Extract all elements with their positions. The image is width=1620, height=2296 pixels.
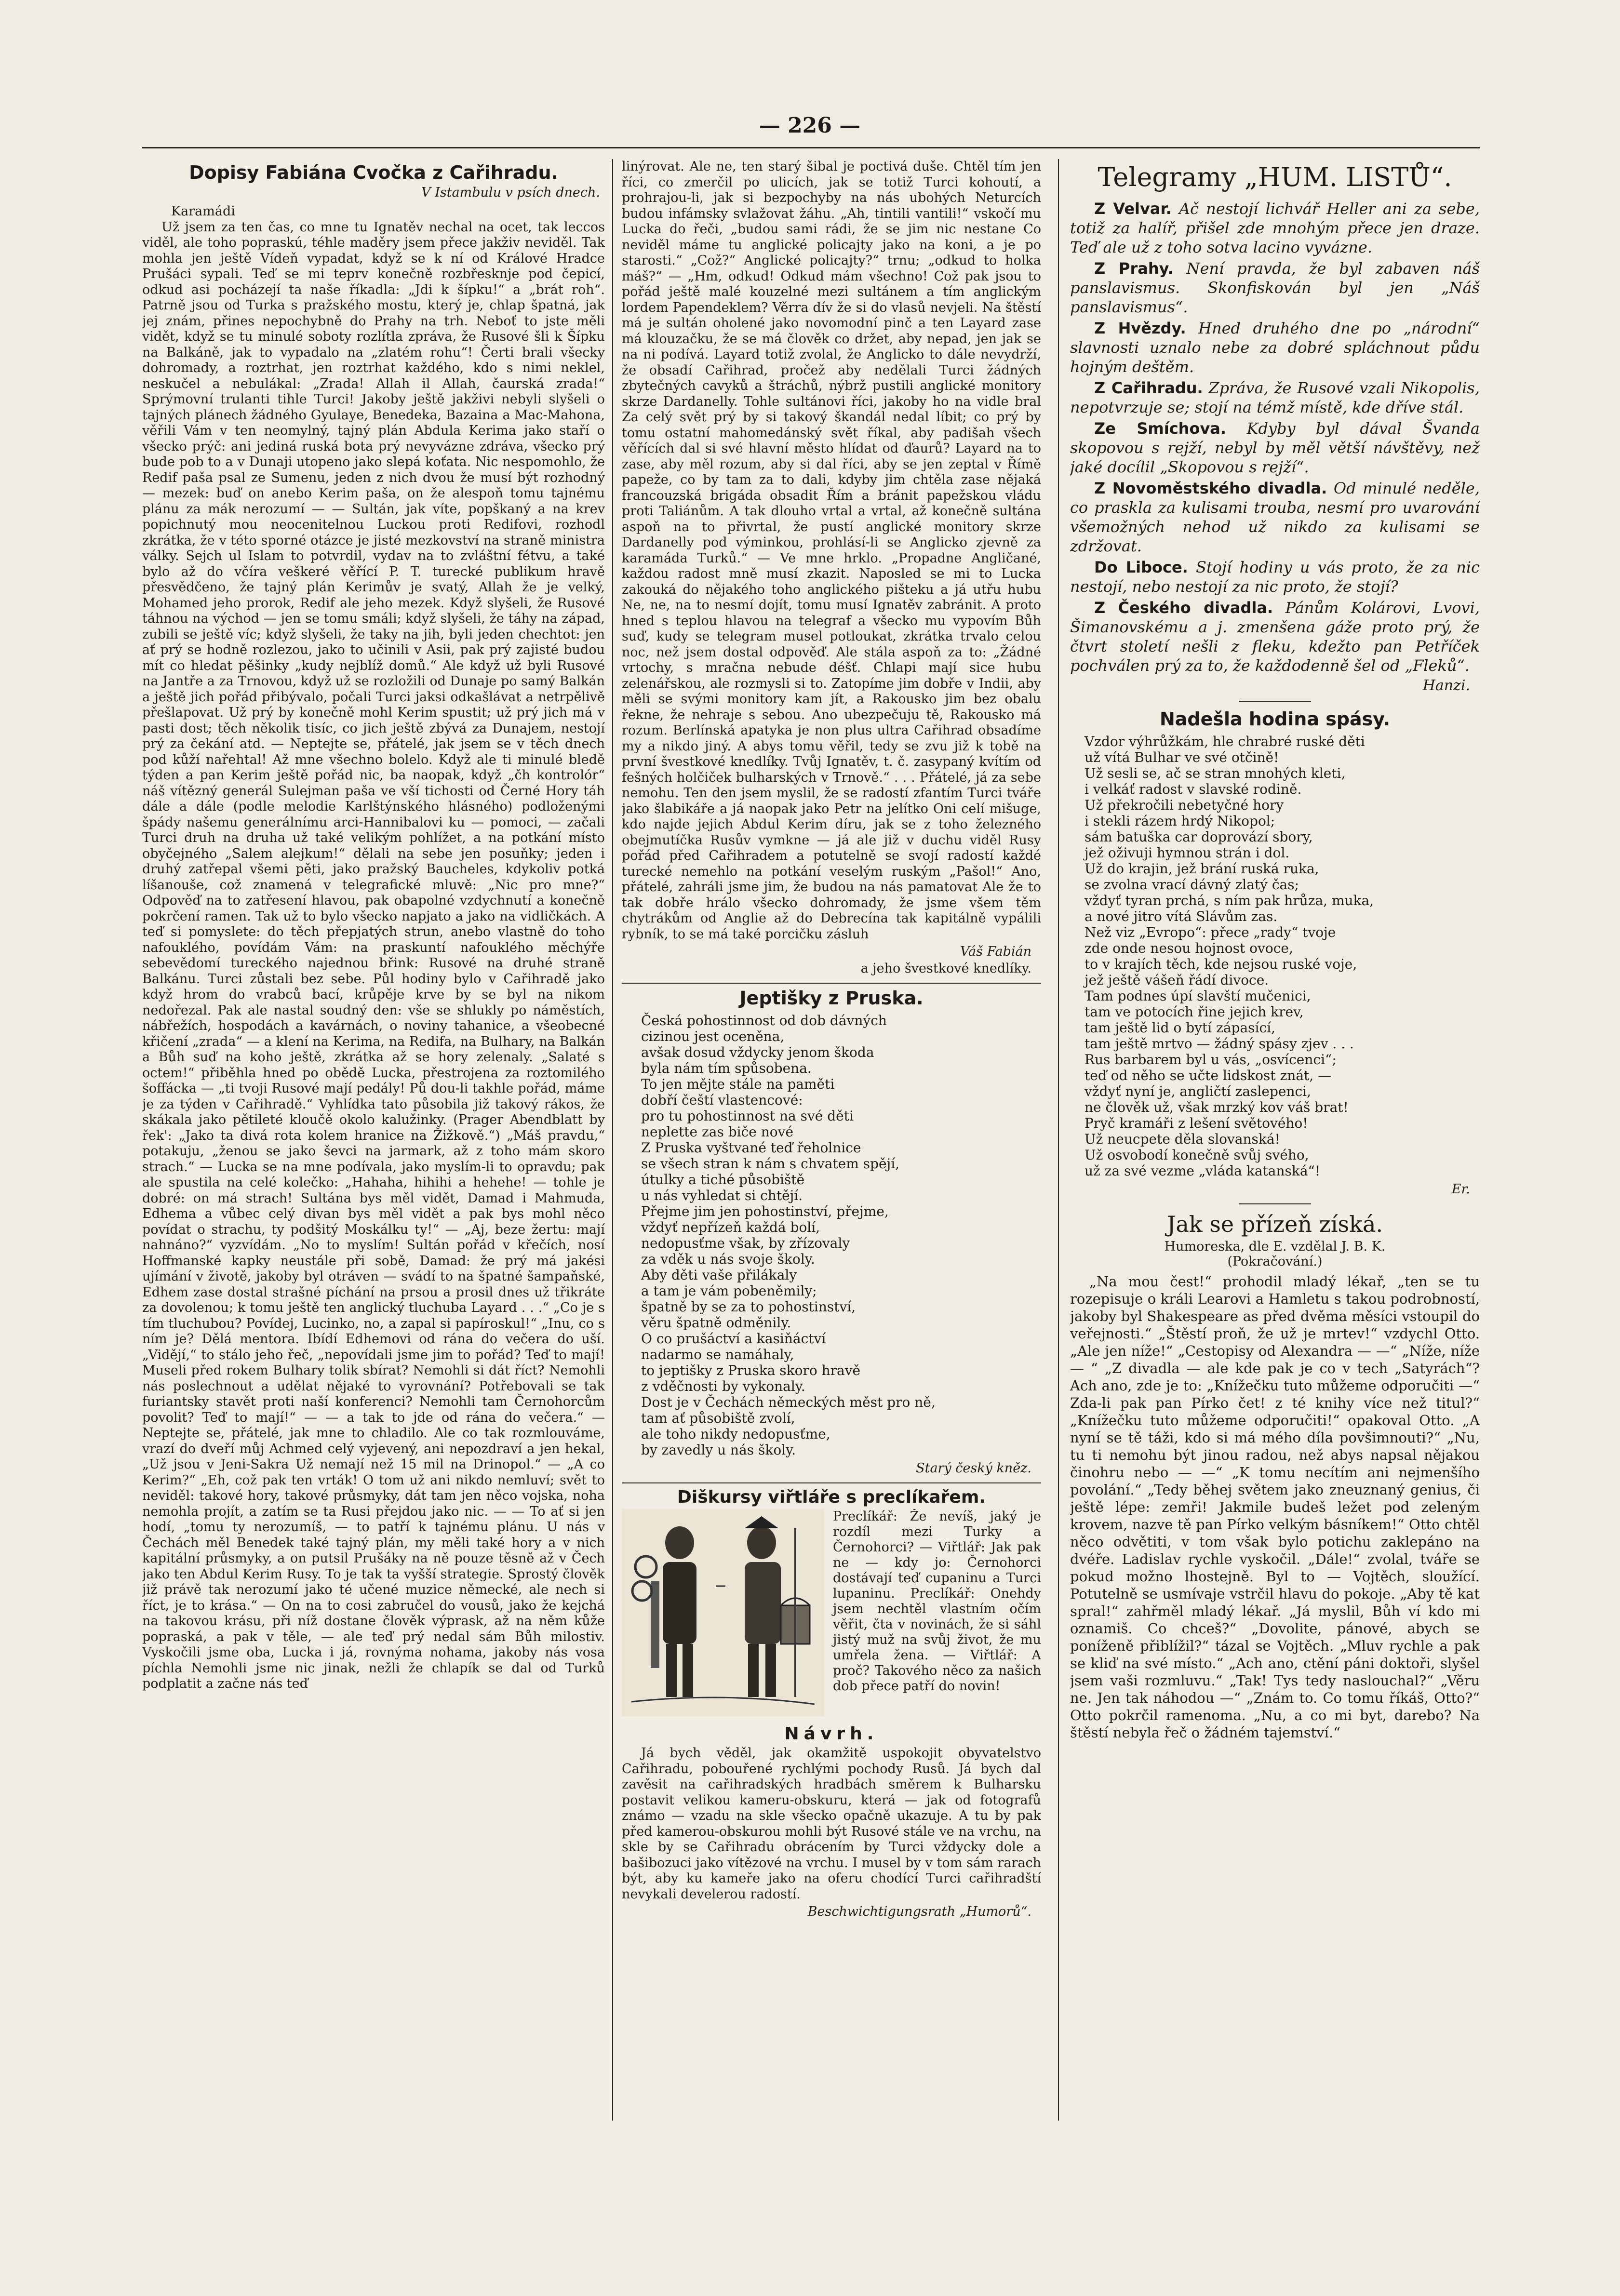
- telegram-text: Hned druhého dne po „národní“ slavnosti uznalo nebe za dobré spláchnout půdu hojným deštěm.: [1070, 319, 1480, 376]
- poem-line: To jen mějte stále na paměti: [641, 1076, 835, 1092]
- telegram-place: Z Novoměstského divadla.: [1094, 479, 1327, 497]
- section-rule: [622, 983, 1041, 984]
- poem-title: Jeptišky z Pruska.: [739, 988, 924, 1009]
- section-rule: [1239, 701, 1311, 702]
- telegram-item: [1070, 558, 1480, 596]
- story-body: „Na mou čest!“ prohodil mladý lékař, „ten se tu rozepisuje o králi Learovi a Hamletu s takou podrobností, jakoby byl Shakespeare as před dvěma měsíci vstoupil do veřejnosti.“ „Štěstí proň, že už je mrtev!“ vzdychl Otto. „Ale jen níže!“ „Cestopisy od Alexandra — —“ „Níže, níže — “ „Z divadla — ale kde pak je co v tech „Satyrách“? Ach ano, zde je to: „Knížečku tuto můžeme odporučiti —“ Zda-li pak pan Pírko čet! z té knihy více než titul?“ „Knížečku tuto můžeme odporučiti!“ opakoval Otto. „A nyní se tě táži, kdo si má mého díla povšimnouti?“ „Nu, tu ti nemohu být jinou radou, než abys napsal nějakou činohru nebo — —“ „K tomu necítím ani nejmenšího povolání.“ „Tedy běhej světem jako zneuznaný genius, či ještě lépe: zemři! Jakmile budeš ležet pod zeleným krovem, nazve tě pan Pírko velkým básníkem!“ Otto chtěl něco odvětiti, v tom však bylo potichu zaklepáno na dvéře. Ladislav rychle vyskočil. „Dále!“ zvolal, tváře se pokud možno lhostejně. Byl to — Vojtěch, sloužící. Potutelně se usmívaje vstrčil hlavu do pokoje. „Aby tě kat spral!“ zahřměl mladý lékař. „Já myslil, Bůh ví kdo mi oznamiš. Co chceš?“ „Dovolite, pánové, abych se poníženě přiblížil?“ tázal se Vojtěch. „Mluv rychle a pak se kliď na své místo.“ „Ach ano, ctění páni doktoři, slyšel jsem vaši rozmluvu.“ „Tak! Tys tedy naslouchal?“ „Věru ne. Jen tak náhodou —“ „Znám to. Co tomu říkáš, Otto?“ Otto pokrčil ramenoma. „Nu, a co mi byt, darebo? Na štěstí nebyla řeč o žádném tajemství.“: [1070, 1273, 1480, 1741]
- poem-line: útulky a tiché působiště: [641, 1172, 805, 1188]
- poem-line: to v krajích těch, kde nejsou ruské voje,: [1084, 956, 1357, 972]
- story-continued: (Pokračování.): [1227, 1254, 1323, 1269]
- poem-line: teď od něho se učte lidskost znát, —: [1084, 1068, 1332, 1083]
- poem-title: Nadešla hodina spásy.: [1159, 708, 1391, 730]
- column-middle: [622, 159, 1041, 2130]
- poem-line: za vděk u nás svoje školy.: [641, 1251, 815, 1267]
- poem-line: Z Pruska vyštvané teď řeholnice: [641, 1140, 861, 1156]
- telegram-place: Z Prahy.: [1094, 259, 1174, 278]
- telegram-item: [1070, 259, 1480, 317]
- poem-line: jež ještě vášeň řádí divoce.: [1084, 972, 1269, 988]
- telegram-item: [1070, 378, 1480, 417]
- column-letters: [142, 159, 605, 2130]
- telegram-item: [1070, 479, 1480, 556]
- proposal-body: Já bych věděl, jak okamžitě uspokojit obyvatelstvo Cařihradu, pobouřené rychlými pochody Rusů. Já bych dal zavěsit na cařihradských hradbách směrem k Bulharsku postavit velikou kameru-obskuru, která — jak od fotografů známo — vzadu na skle všecko opačně ukazuje. A tu by pak před kamerou-obskurou mohli být Rusové stále ve na vrchu, na skle by se Cařihradu obrácením by Turci vždycky dole a bašibozuci jako vítězové na vrchu. I musel by v tom sám rarach být, aby ku kameře jako na oferu chodící Turci cařihradští nevykali develerou radostí.: [622, 1746, 1041, 1902]
- poem-line: dobří čeští vlastencové:: [641, 1092, 803, 1108]
- telegram-item: [1070, 419, 1480, 477]
- telegram-place: Z Českého divadla.: [1094, 599, 1273, 617]
- poem-line: Rus barbarem byl u vás, „osvícenci“;: [1084, 1052, 1337, 1068]
- poem-line: Už neucpete děla slovanská!: [1084, 1131, 1280, 1147]
- telegram-place: Do Liboce.: [1094, 558, 1188, 576]
- section-rule: [622, 1482, 1041, 1483]
- poem-line: Už sesli se, ač se stran mnohých kleti,: [1084, 765, 1346, 781]
- poem-signature: Er.: [1451, 1182, 1470, 1197]
- poem-line: se zvolna vrací dávný zlatý čas;: [1084, 877, 1299, 893]
- telegram-text: Není pravda, že byl zabaven náš panslavismus. Skonfiskován byl jen „Náš panslavismus“.: [1070, 259, 1480, 316]
- telegram-item: [1070, 598, 1480, 675]
- dialogue-body: Preclíkář: Že nevíš, jaký je rozdíl mezi Turky a Černohorci? — Viřtlář: Jak pak ne — kdy jo: Černohorci dostávají teď cupaninu a Turci lupaninu. Preclíkář: Onehdy jsem nechtěl vlastním očím věřit, čta v novinách, že si sáhl jistý muž na svůj život, že mu umřela žena. — Viřtlář: A proč? Takového něco za našich dob přece patří do novin!: [833, 1509, 1041, 1694]
- telegram-text: Kdyby byl dával Švanda skopovou s rejží, nebyl by měl větší návštěvy, než jaké docílil „Skopovou s rejží“.: [1070, 419, 1480, 476]
- poem-jeptisky: [641, 1013, 1041, 1458]
- poem-line: už vítá Bulhar ve své otčině!: [1084, 749, 1279, 765]
- story-title: Jak se přízeň získá.: [1166, 1211, 1383, 1237]
- story-subtitle: Humoreska, dle E. vzdělal J. B. K.: [1164, 1239, 1386, 1254]
- poem-line: a tam je vám pobeněmily;: [641, 1283, 817, 1299]
- poem-line: avšak dosud vždycky jenom škoda: [641, 1044, 874, 1060]
- dialogue-title: Diškursy viřtláře s preclíkařem.: [677, 1487, 986, 1507]
- poem-line: zde onde nesou hojnost ovoce,: [1084, 940, 1293, 956]
- telegram-item: [1070, 199, 1480, 257]
- poem-line: by zavedly u nás školy.: [641, 1442, 796, 1458]
- poem-line: tam ještě lid o bytí zápasící,: [1084, 1020, 1276, 1036]
- poem-line: Vzdor výhrůžkám, hle chrabré ruské děti: [1084, 734, 1365, 749]
- telegram-place: Z Velvar.: [1094, 200, 1172, 218]
- poem-line: Pryč kramáři z lešení světového!: [1084, 1115, 1308, 1131]
- telegram-text: Od minulé neděle, co praskla za kulisami trouba, nesmí pro uvarování všemožných nehod už nikdo za kulisami se zdržovat.: [1070, 479, 1480, 555]
- poem-line: ne člověk už, však mrzký kov váš brat!: [1084, 1099, 1349, 1115]
- poem-line: pro tu pohostinnost na své děti: [641, 1108, 854, 1124]
- top-rule: [142, 147, 1480, 148]
- poem-signature: Starý český kněz.: [916, 1461, 1031, 1476]
- poem-line: cizinou jest oceněna,: [641, 1028, 785, 1044]
- telegrams-title: Telegramy „HUM. LISTŮ“.: [1098, 162, 1452, 192]
- telegram-text: Zpráva, že Rusové vzali Nikopolis, nepotvrzuje se; stojí na témž místě, kde dříve stál.: [1070, 379, 1480, 416]
- poem-line: nadarmo se namáhaly,: [641, 1347, 794, 1362]
- column-divider-2: [1058, 159, 1059, 2121]
- telegrams-signature: Hanzi.: [1422, 677, 1470, 694]
- telegrams-list: [1070, 199, 1480, 675]
- page-number: — 226 —: [759, 113, 861, 138]
- poem-line: Už do krajin, jež brání ruská ruka,: [1084, 861, 1319, 877]
- column-divider-1: [612, 159, 613, 2121]
- poem-line: nedopusťme však, by zřízovaly: [641, 1235, 850, 1251]
- poem-line: tam ve potocích řine jejich krev,: [1084, 1004, 1304, 1020]
- telegram-place: Ze Smíchova.: [1094, 419, 1227, 438]
- poem-line: Už osvobodí konečně svůj svého,: [1084, 1147, 1309, 1163]
- telegram-place: Z Cařihradu.: [1094, 379, 1203, 397]
- poem-line: ale toho nikdy nedopusťme,: [641, 1426, 830, 1442]
- article-title: Dopisy Fabiána Cvočka z Cařihradu.: [189, 162, 558, 183]
- proposal-signature: Beschwichtigungsrath „Humorů“.: [807, 1904, 1031, 1919]
- telegram-text: Ač nestojí lichvář Heller ani za sebe, totiž za halíř, přišel zde mnohým přece jen draze. Teď ale už z toho sotva lacino vyvázne.: [1070, 200, 1480, 256]
- telegram-text: Pánům Kolárovi, Lvovi, Šimanovskému a j. zmenšena gáže proto prý, že čtvrt století nešli z fleku, kdežto pan Petříček pochválen prý za to, že každodenně šel od „Fleků“.: [1070, 599, 1480, 675]
- poem-line: Přejme jim jen pohostinství, přejme,: [641, 1203, 889, 1219]
- poem-line: Česká pohostinnost od dob dávných: [641, 1013, 887, 1028]
- proposal-title: Návrh.: [784, 1724, 879, 1744]
- article-salutation: Karamádi: [171, 204, 235, 219]
- column-right: [1070, 159, 1480, 2130]
- article-body: Už jsem za ten čas, co mne tu Ignatěv nechal na ocet, tak leccos viděl, ale toho popraskú, téhle maděry jsem přece jakživ neviděl. Tak mohla jen ještě Vídeň vypadat, když se k ní od Králové Hradce Prušáci sypali. Teď se mi teprv konečně rozbřesknje pod čepicí, odkud asi pocházejí ta naše říkadla: „Jdi k šípku!“ a „brát roh“. Patrně jsou od Turka s pražského mostu, který je, chlap špatná, jak jej znám, přines nepochybně do Prahy na trh. Neboť to jste měli vidět, když se tu minulé soboty rozlítla zpráva, že Rusové šli k Šípku na Balkáně, jak to vypadalo na „zlatém rohu“! Čerti brali všecky dohromady, a roztrhat, jen roztrhat každého, kdo s nimi neklel, neskučel a nebulákal: „Zrada! Allah il Allah, čaurská zrada!“ Sprýmovní trulanti tihle Turci! Jakoby ještě jakživi nebyli slyšeli o tajných plánech žádného Gyulaye, Benedeka, Bazaina a Mac-Mahona, věřili Vám v ten neomylný, tajný plán Abdula Kerima jako staří o všecko prýč: ani jediná ruská bota prý nevyvázne zdráva, všecko prý bude pob to a v Dunaji utopeno jako slepá koťata. Nic nespomohlo, že Redif paša psal ze Sumenu, jeden z nich dvou že musí být rozhodný — mezek: buď on anebo Kerim paša, on že alespoň tomu tajnému plánu za mák nerozumí — — Sultán, jak víte, popškaný a na krev popichnutý mou neocenitelnou Luckou proti Redifovi, rozhodl zkrátka, že v této sporné otázce je jisté mezkovství na straně ministra války. Sejch ul Islam to potvrdil, vydav na to zvláštní fétvu, a také bylo až do včíra veškeré věřící P. T. turecké publikum hravě přesvědčeno, že tajný plán Kerimův je svatý, Allah že je velký, Mohamed jeho prorok, Redif ale jeho mezek. Když slyšeli, že Rusové táhnou na východ — jen se tomu smáli; když slyšeli, že táhy na západ, zubili se ještě víc; když slyšeli, že taky na jih, byli jeden chechtot: jen ať prý se hodně rozlezou, jako to učinili v Asii, pak prý zajisté budou mít co hledat pěšinky „kudy nejblíž domů.“ Ale když už byli Rusové na Jantře a za Trnovou, když už se rozložili od Dunaje po samý Balkán a ještě jich pořád přibývalo, počali Turci jaksi odkašlávat a netrpělivě přešlapovat. Už prý by konečně mohl Kerim spustit; už prý jich má v pasti dost; těch několik tisíc, co jich ještě zbývá za Dunajem, nestojí prý za čekání atd. — Neptejte se, přátelé, jak jsem se v těch dnech pod kůží nařehtal! Až mne všechno bolelo. Když ale ti minulé bledě týden a pan Kerim ještě pořád nic, ba naopak, když „čh kontrolór“ náš vítězný generál Sulejman paša ve vší tichosti od Černé Hory táh dále a dále (podle melodie Karlštýnského hlásného) podloženými špády našemu generálnímu arci-Hannibalovi ku — pomoci, — začali Turci druh na druha už také velikým pohlížet, a na potkání místo obyčejného „Salem alejkum!“ dělali na sebe jen posuňky; jeden i druhý zatřepal všemi pěti, jako pražský Baucheles, kdykoliv potká líšanouše, což znamená v telegrafické mluvě: „Nic pro mne?“ Odpověď na to zatřesení hlavou, pak obapolné vzdychnutí a konečně pokrčení ramen. Tak už to bylo všecko napjato a jako na vidličkách. A teď si pomyslete: do těch přepjatých strun, anebo vlastně do toho nafouklého, povídám Vám: na praskuntí nafouklého měchýře sebevědomí tureckého najednou břink: Rusové na druhé straně Balkánu. Turci zůstali bez sebe. Půl hodiny bylo v Cařihradě jako když hrom do vrabců bací, krůpěje krve by se byl na nikom nedořezal. Pak ale nastal soudný den: vše se shlukly po náměstích, nábřežích, hospodách a kavárnách, o noviny tahanice, a všeobecné křičení „zrada“ — a klení na Kerima, na Redifa, na Bulhary, na Balkán a Bůh suď na koho ještě, zkrátka až se hory zelenaly. „Salaté s octem!“ přiběhla hned po obědě Lucka, přestrojena za roztomilého šoffácka — „ti tvoji Rusové mají pedály! Pů dou-li takhle pořád, máme je za týden v Cařihradě.“ Vyhlídka tato působila již takový rákos, že skákala jako pětileté kloučě okolo kalužinky. (Prager Abendblatt by řek': „Jako ta divá rota kolem hranice na Žižkově.“) „Máš pravdu,“ potakuju, „ženou se jako ševci na jarmark, až z toho mám skoro strach.“ — Lucka se na mne podívala, jako myslím-li to opravdu; pak ale spustila na celé kolečko: „Hahaha, hihihi a hehehe! — tohle je dobré: on má strach! Sultána bys měl vidět, Damad i Mahmuda, Edhema a vůbec celý divan bys měl vidět a pak bys mohl něco povídat o strachu, ty podšitý Moskálku ty!“ — „Aj, beze žertu: mají nahnáno?“ vyzvídám. „No to myslím! Sultán pořád v křečích, nosí Hoffmanské kapky neustále při sobě, Damad: že prý má jakési ujímání v životě, jakoby byl otráven — svádí to na špatné šampaňské, Edhem zase dostal strašné píchání na prsou a prosil dnes už třikráte za dovolenou; k tomu ještě ten anglický tluchuba Layard . . .“ „Co je s tím tluchubou? Povídej, Lucinko, no, a zapal si papíroskul!“ „Inu, co s ním je? Dělá mentora. Ibídí Edhemovi od rána do večera do uší. „Vidějí,“ to stálo jeho řeč, „nepovídali jsme jim to pořád? Teď to mají! Museli před rokem Bulhary tolik sbírat? Nemohli si dát říct? Nemohli nás poslechnout a udělat nějaké to vyrovnání? Potřebovali se tak furiantsky stavět proti naší konferenci? Nemohli tam Černohorcům povolit? Teď to mají!“ — — a tak to jde od rána do večera.“ — Neptejte se, přátelé, jak mne to chladilo. Ale co tak rozmlouváme, vrazí do dveří můj Achmed celý vyjevený, ani nepozdraví a jen hekal, „Už jsou v Jeni-Sakra Už nemají než 15 mil na Drinopol.“ — „A co Kerim?“ „Eh, což pak ten vrták! O tom už ani nikdo nemluví; svět to neviděl: takové hory, takové průsmyky, dát tam jen něco vojska, noha nemohla projít, a zatím se ta Rusi přejdou jako nic. — — To ať si jen hodí, „tomu ty nerozumíš, — to patří k tajnému plánu. U nás v Čechách měl Benedek také tajný plán, my měli také hory a v nich kapitální průsmyky, a on putsil Prušáky na ně pouze těsně až v Čech jako ten Abdul Kerim Rusy. To je tak ta vyšší strategie. Sprostý člověk již právě tak nerozumí jako té učené muzice německé, ale nech si říct, je to krása.“ — On na to cosi zabručel do vousů, jako že kejchá na takovou krásu, při níž dostane člověk výprask, až na něm kůže popraská, a pak v těle, — ale teď prý nedal sám Bůh milostiv. Vyskočili jsme oba, Lucka i já, rovnýma nohama, jakoby nás vosa píchla Nemohli jsme nic jinak, nežli že chlapík se dal od Turků podplatit a začne nás teď: [142, 219, 605, 1691]
- poem-line: a nové jitro vítá Slávům zas.: [1084, 908, 1278, 924]
- section-rule: [1239, 1203, 1311, 1204]
- poem-line: se všech stran k nám s chvatem spějí,: [641, 1156, 900, 1172]
- letter-signature: Váš Fabián: [960, 944, 1031, 959]
- poem-line: věru špatně odměnily.: [641, 1315, 791, 1331]
- poem-line: vždyť tyran prchá, s ním pak hrůza, muka,: [1084, 893, 1374, 908]
- article-subtitle: V Istambulu v psích dnech.: [421, 185, 600, 200]
- poem-nadesla: [1084, 734, 1480, 1179]
- poem-line: Dost je v Čechách německých měst pro ně,: [641, 1394, 936, 1410]
- poem-line: Tam podnes úpí slavští mučenici,: [1084, 988, 1311, 1004]
- poem-line: tam ať působiště zvolí,: [641, 1410, 795, 1426]
- poem-line: sám batuška car doprovází sbory,: [1084, 829, 1313, 845]
- poem-line: i stekli rázem hrdý Nikopol;: [1084, 813, 1275, 829]
- poem-line: Než viz „Evropo“: přece „rady“ tvoje: [1084, 924, 1336, 940]
- poem-line: O co prušáctví a kasiňáctví: [641, 1331, 826, 1347]
- poem-line: tam ještě mrtvo — žádný spásy zjev . . .: [1084, 1036, 1354, 1052]
- poem-line: už za své vezme „vláda katanská“!: [1084, 1163, 1321, 1179]
- telegram-text: Stojí hodiny u vás proto, že za nic nestojí, nebo nestojí za nic proto, že stojí?: [1070, 558, 1480, 596]
- vendors-illustration: [622, 1509, 824, 1716]
- poem-line: u nás vyhledat si chtějí.: [641, 1188, 803, 1203]
- telegram-item: [1070, 319, 1480, 376]
- poem-line: byla nám tím spůsobena.: [641, 1060, 812, 1076]
- poem-line: špatně by se za to pohostinství,: [641, 1299, 856, 1315]
- poem-line: vždyť nyní je, angličtí zaslepenci,: [1084, 1083, 1312, 1099]
- poem-line: z vděčnosti by vykonaly.: [641, 1378, 805, 1394]
- letter-continuation: linýrovat. Ale ne, ten starý šibal je poctivá duše. Chtěl tím jen říci, co zmerčil po ulicích, jak se totiž Turci kohoutí, a prohrajou-li, jak si bezpochyby na nás ubohých Neturcích budou infámsky svlažovat žáhu. „Ah, tintili vantili!“ vskočí mu Lucka do řeči, „budou sami rádi, že se jim nic nestane Co neviděl máme tu anglické policajty jako na koni, a je po starosti.“ „Což?“ Anglické policajty?“ trnu; „odkud to holka máš?“ — „Hm, odkud! Odkud mám všechno! Což pak jsou to pořád ještě malé kouzelné mezi sultánem a tím anglickým lordem Papendeklem? Věrra dív že si do vlasů nevjeli. Na štěstí má je sultán oholené jako novomodní pinč a ten Layard zase má klouzačku, že se má člověk co držet, aby nepad, jen jak se na ni podívá. Layard totiž zvolal, že Anglicko to dále nevydrží, že obsadí Cařihrad, pročež aby nedělali Turci žádných zbytečných cavyků a štráchů, nýbrž pustili anglické monitory skrze Dardanelly. Tohle sultánovi říci, jakoby ho na vidle bral Za celý svět prý by si takový škandál nedal líbit; co prý by tomu ostatní mahomedánský svět říkal, aby padišah všech věřících dal si své hlavní město hlídat od ďaurů? Layard na to zase, aby měl rozum, aby si dal říci, aby se jen zeptal v Římě papeže, co by tam za to dali, kdyby jim chtěla zase nějaká francouzská brigáda obsadit Řím a bránit papežskou vládu proti Taliánům. A tak dlouho vrtal a vrtal, až konečně sultána aspoň na to přivrtal, že pustí anglické monitory skrze Dardanelly pod výminkou, prohlásí-li se Anglicko zjevně za karamáda Turků.“ — Ve mne hrklo. „Propadne Angličané, každou radost mně musí zkazit. Naposled se mi to Lucka zakouká do nějakého toho anglického pišteku a já utřu hubu Ne, ne, na to nesmí dojít, tomu musí Ignatěv zabránit. A proto hned s teplou hlavou na telegraf a všecko mu vypovím Bůh suď, kudy se telegram musel potloukat, zkrátka trvalo celou noc, než jsem dostal odpověď. Ale stála aspoň za to: „Žádné vrtochy, s mračna nebude déšť. Chlapi mají sice hubu zelenářskou, ale rozmysli si to. Zatopíme jim dobře v Indii, aby měli se svými monitory kam jít, a Rakousko jim bez obalu řekne, že nehraje s sebou. Ano ubezpečuju tě, Rakousko má rozum. Berlínská apatyka je non plus ultra Cařihrad obsadíme my a nikdo jiný. A abys tomu věřil, tedy se zvu již k tobě na první švestkové knedlíky. Tvůj Ignatěv, t. č. zasypaný kvítím od fešných holčiček bulharských v Trnově.“ . . . Přátelé, já za sebe nemohu. Ten den jsem myslil, že se radostí zfantím Turci tváře jako šlabikáře a já naopak jako Petr na jelítko Oni celí mišuge, kdo najde jejich Abdul Kerim díru, jak se z toho železného obejmutíčka Rusův vymkne — já ale již v duchu viděl Rusy pořád před Cařihradem a potutelně se svojí radostí každé turecké nemehlo na potkání veselým ruským „Pašol!“ Ano, přátelé, zahráli jsme jim, že budou na nás pamatovat Ale že to tak dobře hrálo všecko dohromady, že jsme všem těm chytrákům od Anglie až do Debrecína tak kapitálně vypálili rybník, to se má také porcičku zásluh: [622, 159, 1041, 942]
- letter-signature-tail: a jeho švestkové knedlíky.: [860, 961, 1031, 976]
- poem-line: jež oživuji hymnou strán i dol.: [1084, 845, 1290, 861]
- poem-line: i velkáť radost v slavské rodině.: [1084, 781, 1302, 797]
- poem-line: vždyť nepřízeň každá bolí,: [641, 1219, 820, 1235]
- poem-line: neplette zas biče nové: [641, 1124, 794, 1140]
- poem-line: Aby děti vaše přilákaly: [641, 1267, 797, 1283]
- telegram-place: Z Hvězdy.: [1094, 319, 1186, 337]
- poem-line: Už překročili nebetyčné hory: [1084, 797, 1284, 813]
- poem-line: to jeptišky z Pruska skoro hravě: [641, 1362, 861, 1378]
